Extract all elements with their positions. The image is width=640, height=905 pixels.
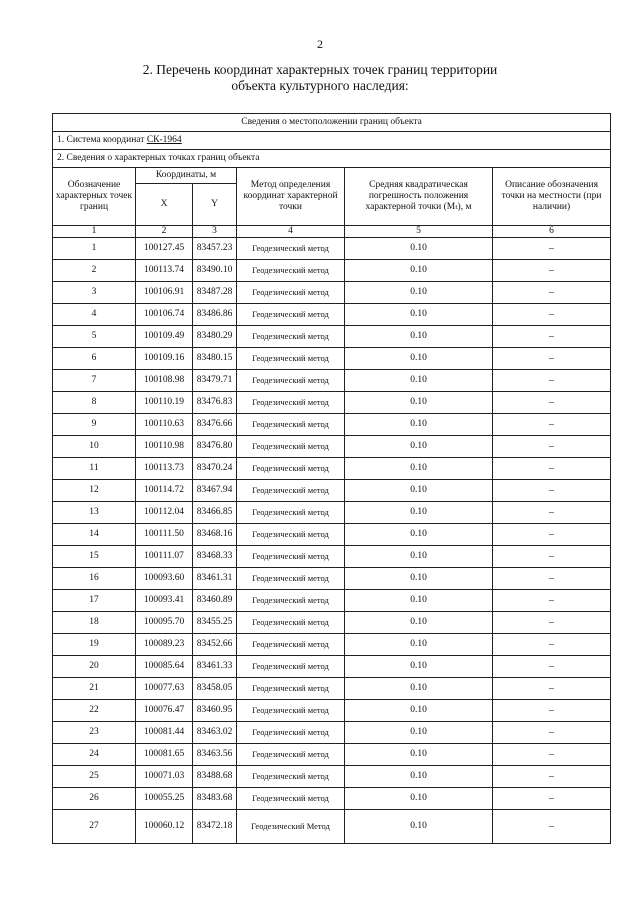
method-cell: Геодезический метод <box>237 612 345 634</box>
method-cell: Геодезический метод <box>237 370 345 392</box>
table-row <box>53 744 611 766</box>
method-cell: Геодезический Метод <box>237 810 345 844</box>
y-coordinate-cell: 83463.02 <box>193 722 237 744</box>
accuracy-cell: 0.10 <box>345 788 493 810</box>
point-number-cell: 8 <box>53 392 136 414</box>
point-number-cell: 20 <box>53 656 136 678</box>
accuracy-cell: 0.10 <box>345 546 493 568</box>
accuracy-cell: 0.10 <box>345 480 493 502</box>
description-cell: – <box>493 700 611 722</box>
description-cell: – <box>493 238 611 260</box>
header-point: Обозначение характерных точек границ <box>53 168 136 226</box>
y-coordinate-cell: 83470.24 <box>193 458 237 480</box>
table-row <box>53 700 611 722</box>
method-cell: Геодезический метод <box>237 744 345 766</box>
accuracy-cell: 0.10 <box>345 436 493 458</box>
column-number: 2 <box>136 226 193 238</box>
description-cell: – <box>493 436 611 458</box>
method-cell: Геодезический метод <box>237 436 345 458</box>
description-cell: – <box>493 590 611 612</box>
x-coordinate-cell: 100114.72 <box>136 480 193 502</box>
table-row <box>53 502 611 524</box>
accuracy-cell: 0.10 <box>345 326 493 348</box>
boundary-points-table <box>52 113 611 844</box>
table-row <box>53 260 611 282</box>
points-section-title: 2. Сведения о характерных точках границ объекта <box>53 150 611 168</box>
accuracy-cell: 0.10 <box>345 722 493 744</box>
method-cell: Геодезический метод <box>237 238 345 260</box>
point-number-cell: 3 <box>53 282 136 304</box>
table-row <box>53 348 611 370</box>
header-x: X <box>136 184 193 226</box>
table-row <box>53 788 611 810</box>
method-cell: Геодезический метод <box>237 700 345 722</box>
table-row <box>53 414 611 436</box>
description-cell: – <box>493 282 611 304</box>
table-row <box>53 722 611 744</box>
column-number: 1 <box>53 226 136 238</box>
table-title: Сведения о местоположении границ объекта <box>53 114 611 132</box>
point-number-cell: 26 <box>53 788 136 810</box>
method-cell: Геодезический метод <box>237 546 345 568</box>
table-row <box>53 480 611 502</box>
method-cell: Геодезический метод <box>237 766 345 788</box>
accuracy-cell: 0.10 <box>345 612 493 634</box>
method-cell: Геодезический метод <box>237 458 345 480</box>
accuracy-cell: 0.10 <box>345 502 493 524</box>
table-row <box>53 612 611 634</box>
point-number-cell: 15 <box>53 546 136 568</box>
y-coordinate-cell: 83488.68 <box>193 766 237 788</box>
accuracy-cell: 0.10 <box>345 744 493 766</box>
point-number-cell: 25 <box>53 766 136 788</box>
table-row <box>53 810 611 844</box>
method-cell: Геодезический метод <box>237 480 345 502</box>
description-cell: – <box>493 414 611 436</box>
table-row <box>53 656 611 678</box>
accuracy-cell: 0.10 <box>345 458 493 480</box>
y-coordinate-cell: 83468.16 <box>193 524 237 546</box>
description-cell: – <box>493 788 611 810</box>
method-cell: Геодезический метод <box>237 392 345 414</box>
table-row <box>53 326 611 348</box>
x-coordinate-cell: 100127.45 <box>136 238 193 260</box>
column-numbers-row <box>53 226 611 238</box>
x-coordinate-cell: 100071.03 <box>136 766 193 788</box>
accuracy-cell: 0.10 <box>345 238 493 260</box>
point-number-cell: 5 <box>53 326 136 348</box>
y-coordinate-cell: 83460.89 <box>193 590 237 612</box>
header-accuracy: Средняя квадратическая погрешность положения характерной точки (Mₜ), м <box>345 168 493 226</box>
coordinate-system-name: СК-1964 <box>146 135 182 145</box>
y-coordinate-cell: 83468.33 <box>193 546 237 568</box>
table-row <box>53 458 611 480</box>
x-coordinate-cell: 100111.50 <box>136 524 193 546</box>
header-coordinates: Координаты, м <box>136 168 237 184</box>
method-cell: Геодезический метод <box>237 282 345 304</box>
accuracy-cell: 0.10 <box>345 678 493 700</box>
accuracy-cell: 0.10 <box>345 414 493 436</box>
description-cell: – <box>493 370 611 392</box>
column-number: 5 <box>345 226 493 238</box>
table-row <box>53 634 611 656</box>
table-row <box>53 546 611 568</box>
method-cell: Геодезический метод <box>237 678 345 700</box>
description-cell: – <box>493 502 611 524</box>
accuracy-cell: 0.10 <box>345 700 493 722</box>
x-coordinate-cell: 100113.74 <box>136 260 193 282</box>
description-cell: – <box>493 744 611 766</box>
description-cell: – <box>493 304 611 326</box>
method-cell: Геодезический метод <box>237 348 345 370</box>
method-cell: Геодезический метод <box>237 722 345 744</box>
description-cell: – <box>493 722 611 744</box>
method-cell: Геодезический метод <box>237 590 345 612</box>
y-coordinate-cell: 83480.15 <box>193 348 237 370</box>
y-coordinate-cell: 83490.10 <box>193 260 237 282</box>
point-number-cell: 23 <box>53 722 136 744</box>
x-coordinate-cell: 100110.98 <box>136 436 193 458</box>
y-coordinate-cell: 83460.95 <box>193 700 237 722</box>
column-number: 3 <box>193 226 237 238</box>
accuracy-cell: 0.10 <box>345 260 493 282</box>
x-coordinate-cell: 100106.91 <box>136 282 193 304</box>
point-number-cell: 13 <box>53 502 136 524</box>
table-row <box>53 282 611 304</box>
x-coordinate-cell: 100106.74 <box>136 304 193 326</box>
page-number: 2 <box>317 37 323 51</box>
method-cell: Геодезический метод <box>237 634 345 656</box>
accuracy-cell: 0.10 <box>345 304 493 326</box>
y-coordinate-cell: 83480.29 <box>193 326 237 348</box>
heading-line-1: 2. Перечень координат характерных точек границ территории <box>142 62 498 77</box>
description-cell: – <box>493 524 611 546</box>
x-coordinate-cell: 100077.63 <box>136 678 193 700</box>
accuracy-cell: 0.10 <box>345 282 493 304</box>
method-cell: Геодезический метод <box>237 788 345 810</box>
y-coordinate-cell: 83458.05 <box>193 678 237 700</box>
header-description: Описание обозначения точки на местности (при наличии) <box>493 168 611 226</box>
description-cell: – <box>493 766 611 788</box>
y-coordinate-cell: 83472.18 <box>193 810 237 844</box>
column-number: 6 <box>493 226 611 238</box>
heading-line-2: объекта культурного наследия: <box>231 78 409 93</box>
column-number: 4 <box>237 226 345 238</box>
table-row <box>53 238 611 260</box>
point-number-cell: 27 <box>53 810 136 844</box>
method-cell: Геодезический метод <box>237 656 345 678</box>
x-coordinate-cell: 100109.16 <box>136 348 193 370</box>
x-coordinate-cell: 100095.70 <box>136 612 193 634</box>
x-coordinate-cell: 100111.07 <box>136 546 193 568</box>
x-coordinate-cell: 100112.04 <box>136 502 193 524</box>
table-row <box>53 678 611 700</box>
accuracy-cell: 0.10 <box>345 392 493 414</box>
coordinate-system-row <box>53 132 611 150</box>
point-number-cell: 12 <box>53 480 136 502</box>
point-number-cell: 19 <box>53 634 136 656</box>
description-cell: – <box>493 392 611 414</box>
x-coordinate-cell: 100093.60 <box>136 568 193 590</box>
description-cell: – <box>493 458 611 480</box>
accuracy-cell: 0.10 <box>345 348 493 370</box>
y-coordinate-cell: 83455.25 <box>193 612 237 634</box>
x-coordinate-cell: 100060.12 <box>136 810 193 844</box>
x-coordinate-cell: 100089.23 <box>136 634 193 656</box>
accuracy-cell: 0.10 <box>345 810 493 844</box>
x-coordinate-cell: 100110.63 <box>136 414 193 436</box>
point-number-cell: 10 <box>53 436 136 458</box>
y-coordinate-cell: 83476.80 <box>193 436 237 458</box>
description-cell: – <box>493 678 611 700</box>
point-number-cell: 17 <box>53 590 136 612</box>
table-row <box>53 568 611 590</box>
description-cell: – <box>493 348 611 370</box>
description-cell: – <box>493 656 611 678</box>
coordinate-system-label: 1. Система координат <box>57 135 147 145</box>
y-coordinate-cell: 83467.94 <box>193 480 237 502</box>
description-cell: – <box>493 326 611 348</box>
x-coordinate-cell: 100108.98 <box>136 370 193 392</box>
table-row <box>53 392 611 414</box>
description-cell: – <box>493 480 611 502</box>
method-cell: Геодезический метод <box>237 304 345 326</box>
y-coordinate-cell: 83487.28 <box>193 282 237 304</box>
method-cell: Геодезический метод <box>237 414 345 436</box>
point-number-cell: 18 <box>53 612 136 634</box>
header-y: Y <box>193 184 237 226</box>
point-number-cell: 2 <box>53 260 136 282</box>
point-number-cell: 4 <box>53 304 136 326</box>
table-row <box>53 370 611 392</box>
point-number-cell: 7 <box>53 370 136 392</box>
point-number-cell: 1 <box>53 238 136 260</box>
description-cell: – <box>493 546 611 568</box>
description-cell: – <box>493 568 611 590</box>
point-number-cell: 16 <box>53 568 136 590</box>
x-coordinate-cell: 100093.41 <box>136 590 193 612</box>
accuracy-cell: 0.10 <box>345 370 493 392</box>
x-coordinate-cell: 100055.25 <box>136 788 193 810</box>
y-coordinate-cell: 83463.56 <box>193 744 237 766</box>
x-coordinate-cell: 100076.47 <box>136 700 193 722</box>
x-coordinate-cell: 100081.65 <box>136 744 193 766</box>
point-number-cell: 24 <box>53 744 136 766</box>
y-coordinate-cell: 83461.31 <box>193 568 237 590</box>
y-coordinate-cell: 83457.23 <box>193 238 237 260</box>
point-number-cell: 6 <box>53 348 136 370</box>
table-row <box>53 304 611 326</box>
point-number-cell: 11 <box>53 458 136 480</box>
description-cell: – <box>493 612 611 634</box>
accuracy-cell: 0.10 <box>345 590 493 612</box>
y-coordinate-cell: 83483.68 <box>193 788 237 810</box>
y-coordinate-cell: 83476.66 <box>193 414 237 436</box>
x-coordinate-cell: 100109.49 <box>136 326 193 348</box>
table-row <box>53 436 611 458</box>
y-coordinate-cell: 83476.83 <box>193 392 237 414</box>
method-cell: Геодезический метод <box>237 524 345 546</box>
y-coordinate-cell: 83479.71 <box>193 370 237 392</box>
table-row <box>53 590 611 612</box>
table-row <box>53 524 611 546</box>
accuracy-cell: 0.10 <box>345 524 493 546</box>
point-number-cell: 22 <box>53 700 136 722</box>
accuracy-cell: 0.10 <box>345 568 493 590</box>
accuracy-cell: 0.10 <box>345 766 493 788</box>
point-number-cell: 14 <box>53 524 136 546</box>
description-cell: – <box>493 260 611 282</box>
method-cell: Геодезический метод <box>237 568 345 590</box>
point-number-cell: 9 <box>53 414 136 436</box>
x-coordinate-cell: 100113.73 <box>136 458 193 480</box>
x-coordinate-cell: 100085.64 <box>136 656 193 678</box>
x-coordinate-cell: 100110.19 <box>136 392 193 414</box>
method-cell: Геодезический метод <box>237 502 345 524</box>
x-coordinate-cell: 100081.44 <box>136 722 193 744</box>
y-coordinate-cell: 83461.33 <box>193 656 237 678</box>
method-cell: Геодезический метод <box>237 260 345 282</box>
accuracy-cell: 0.10 <box>345 656 493 678</box>
header-method: Метод определения координат характерной точки <box>237 168 345 226</box>
y-coordinate-cell: 83466.85 <box>193 502 237 524</box>
y-coordinate-cell: 83486.86 <box>193 304 237 326</box>
table-row <box>53 766 611 788</box>
y-coordinate-cell: 83452.66 <box>193 634 237 656</box>
document-heading <box>0 62 640 94</box>
method-cell: Геодезический метод <box>237 326 345 348</box>
description-cell: – <box>493 810 611 844</box>
accuracy-cell: 0.10 <box>345 634 493 656</box>
description-cell: – <box>493 634 611 656</box>
point-number-cell: 21 <box>53 678 136 700</box>
